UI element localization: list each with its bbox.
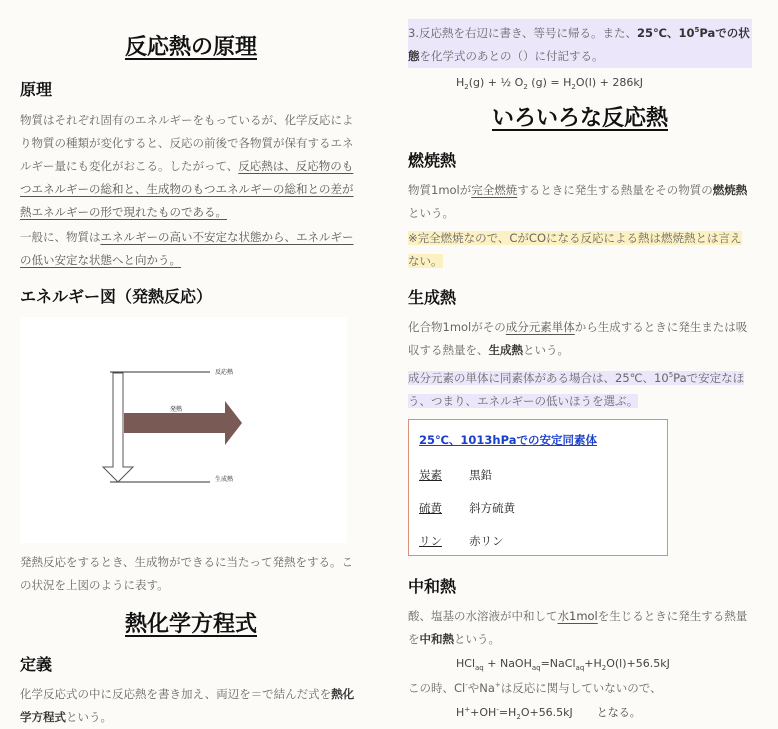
allotrope-row: 硫黄 斜方硫黄 [419,500,516,515]
label-heat: 発熱 [170,406,183,413]
allotrope-box [408,419,668,556]
paragraph-definition: 化学反応式の中に反応熱を書き加え、両辺を＝で結んだ式を熱化学方程式という。 [20,687,355,724]
section-title-various-heats: いろいろな反応熱 [491,106,668,132]
paragraph-rule-3: 3.反応熱を右辺に書き、等号に帰る。また、25℃、$10^5Pa$での状態を化学式のあとの（）に付記する。 [408,19,752,68]
allotrope-row: 炭素 黒鉛 [419,467,493,482]
heading-neutralization: 中和熱 [408,576,457,596]
paragraph-allotrope-rule: 成分元素の単体に同素体がある場合は、25℃、$10^5Pa$で安定なほう、つまり、エネルギーの低いほうを選ぶ。 [408,370,745,408]
page-title: 反応熱の原理 [124,35,257,60]
energy-diagram-svg [20,317,347,543]
label-product: 生成熱 [215,476,234,483]
underlined-definition: 反応熱は、反応物のもつエネルギーの総和と、生成物のもつエネルギーの総和との差が熱エネルギーの形で現れたものである。 [20,159,354,219]
section-title-thermochem: 熱化学方程式 [124,612,257,637]
energy-diagram [20,317,347,543]
equation-water-formation: $H_2(g)$ + ½ $O_2$ $(g) = H_2O(l) + 286kJ$ [456,75,643,92]
heading-combustion: 燃焼熱 [408,151,457,171]
paragraph-diagram-caption: 発熱反応をするとき、生成物ができるに当たって発熱をする。この状況を上図のように表す。 [20,555,354,592]
heading-definition: 定義 [20,655,53,674]
right-column [408,0,752,721]
paragraph-neutralization: 酸、塩基の水溶液が中和して水1molを生じるときに発生する熱量を中和熱という。 [408,608,748,646]
paragraph-formation: 化合物1molがその成分元素単体から生成するときに発生または吸収する熱量を、生成熱という。 [408,320,748,358]
equation-net-ionic: $H^++OH^-=H_2O+56.5kJ$ となる。 [456,705,641,722]
heading-formation: 生成熱 [408,288,457,308]
paragraph-general: 一般に、物質はエネルギーの高い不安定な状態から、エネルギーの低い安定な状態へと向かう。 [20,230,354,267]
paragraph-spectator-ions: この時、Cl-やNa+は反応に関与していないので、 [408,680,662,695]
heading-principle: 原理 [20,80,53,99]
left-column [20,0,362,729]
heat-release-arrow [124,401,242,445]
heading-energy-diagram: エネルギー図（発熱反応） [20,287,213,306]
paragraph-combustion: 物質1molが完全燃焼するときに発生する熱量をその物質の燃焼熱という。 [408,183,748,221]
paragraph-principle: 物質はそれぞれ固有のエネルギーをもっているが、化学反応により物質の種類が変化すると、反応の前後で各物質が保有するエネルギー量にも変化がおこる。したがって、反応熱は、反応物のもつエネルギーの総和と、生成物のもつエネルギーの総和との差が熱エネルギーの形で現れたものである。 [20,113,354,219]
label-reactant: 反応熱 [215,369,234,376]
allotrope-box-title: 25℃、1013hPaでの安定同素体 [419,432,598,447]
equation-neutralization: $HCl_{aq} + NaOH_{aq}=NaCl_{aq}+H_2O(l)+56.5kJ$ [456,656,670,673]
allotrope-row: リン 赤リン [419,533,504,548]
note-combustion: ※完全燃焼なので、CがCOになる反応による熱は燃焼熱とは言えない。 [408,231,742,269]
